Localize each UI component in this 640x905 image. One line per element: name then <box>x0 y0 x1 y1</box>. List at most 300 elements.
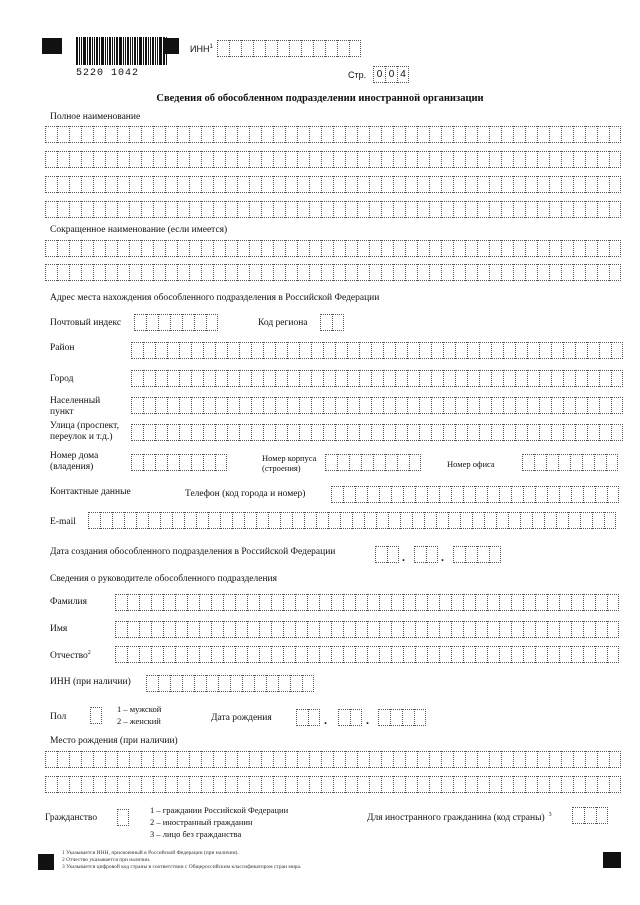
input-cell[interactable] <box>405 201 417 218</box>
input-cell[interactable] <box>379 646 391 663</box>
input-cell[interactable] <box>477 264 489 281</box>
input-cell[interactable] <box>489 176 501 193</box>
input-cell[interactable] <box>359 424 371 441</box>
input-cell[interactable] <box>511 646 523 663</box>
input-cell[interactable] <box>467 424 479 441</box>
input-cell[interactable] <box>609 776 621 793</box>
input-cell[interactable] <box>573 264 585 281</box>
input-cell[interactable] <box>453 546 465 563</box>
input-cell[interactable] <box>381 240 393 257</box>
input-cell[interactable] <box>263 397 275 414</box>
input-cell[interactable] <box>153 240 165 257</box>
input-cell[interactable] <box>131 424 143 441</box>
input-cell[interactable] <box>357 151 369 168</box>
input-cell[interactable] <box>165 751 177 768</box>
input-cell[interactable] <box>141 176 153 193</box>
input-cell[interactable] <box>215 370 227 387</box>
input-cell[interactable] <box>313 40 325 57</box>
input-cell[interactable] <box>587 424 599 441</box>
input-cell[interactable] <box>335 342 347 359</box>
input-cell[interactable] <box>297 151 309 168</box>
input-cell[interactable] <box>369 751 381 768</box>
input-cell[interactable] <box>275 397 287 414</box>
input-cell[interactable] <box>597 151 609 168</box>
input-cell[interactable] <box>424 512 436 529</box>
input-cell[interactable] <box>295 621 307 638</box>
input-cell[interactable] <box>561 264 573 281</box>
input-cell[interactable] <box>112 512 124 529</box>
input-cell[interactable] <box>467 397 479 414</box>
input-cell[interactable] <box>309 264 321 281</box>
input-cell[interactable] <box>307 621 319 638</box>
input-cell[interactable] <box>189 201 201 218</box>
input-cell[interactable] <box>371 397 383 414</box>
input-cell[interactable] <box>403 646 415 663</box>
input-cell[interactable] <box>520 512 532 529</box>
input-cell[interactable] <box>69 776 81 793</box>
input-cell[interactable] <box>88 512 100 529</box>
input-cell[interactable] <box>143 370 155 387</box>
input-cell[interactable] <box>585 776 597 793</box>
input-cell[interactable] <box>412 512 424 529</box>
input-cell[interactable] <box>333 776 345 793</box>
input-cell[interactable] <box>525 126 537 143</box>
input-cell[interactable] <box>57 176 69 193</box>
input-cell[interactable] <box>595 486 607 503</box>
input-cell[interactable] <box>337 40 349 57</box>
input-cell[interactable] <box>167 424 179 441</box>
input-cell[interactable] <box>415 621 427 638</box>
input-cell[interactable] <box>405 776 417 793</box>
input-cell[interactable] <box>369 176 381 193</box>
input-cell[interactable] <box>309 751 321 768</box>
input-cell[interactable] <box>297 776 309 793</box>
input-cell[interactable] <box>227 342 239 359</box>
input-cell[interactable] <box>573 176 585 193</box>
input-cell[interactable] <box>475 621 487 638</box>
input-cell[interactable] <box>237 176 249 193</box>
input-cell[interactable] <box>129 201 141 218</box>
short-name-row-2[interactable] <box>45 264 621 281</box>
input-cell[interactable] <box>261 776 273 793</box>
input-cell[interactable] <box>45 151 57 168</box>
input-cell[interactable] <box>213 240 225 257</box>
input-cell[interactable] <box>472 512 484 529</box>
input-cell[interactable] <box>213 264 225 281</box>
input-cell[interactable] <box>453 126 465 143</box>
input-cell[interactable] <box>443 370 455 387</box>
input-cell[interactable] <box>256 512 268 529</box>
input-cell[interactable] <box>285 126 297 143</box>
input-cell[interactable] <box>551 370 563 387</box>
input-cell[interactable] <box>244 512 256 529</box>
input-cell[interactable] <box>189 264 201 281</box>
input-cell[interactable] <box>407 342 419 359</box>
input-cell[interactable] <box>153 151 165 168</box>
input-cell[interactable] <box>523 621 535 638</box>
input-cell[interactable] <box>158 675 170 692</box>
input-cell[interactable] <box>179 424 191 441</box>
input-cell[interactable] <box>539 342 551 359</box>
input-cell[interactable] <box>117 176 129 193</box>
input-cell[interactable] <box>465 776 477 793</box>
input-cell[interactable] <box>419 370 431 387</box>
input-cell[interactable] <box>501 176 513 193</box>
input-cell[interactable] <box>489 546 501 563</box>
input-cell[interactable] <box>225 176 237 193</box>
input-cell[interactable] <box>583 486 595 503</box>
building-cells[interactable] <box>325 454 421 471</box>
input-cell[interactable] <box>573 126 585 143</box>
input-cell[interactable] <box>347 397 359 414</box>
input-cell[interactable] <box>561 201 573 218</box>
input-cell[interactable] <box>93 126 105 143</box>
input-cell[interactable] <box>187 621 199 638</box>
input-cell[interactable] <box>441 776 453 793</box>
input-cell[interactable] <box>307 646 319 663</box>
input-cell[interactable] <box>549 264 561 281</box>
input-cell[interactable] <box>503 424 515 441</box>
input-cell[interactable] <box>609 176 621 193</box>
input-cell[interactable] <box>551 342 563 359</box>
input-cell[interactable] <box>241 40 253 57</box>
input-cell[interactable] <box>463 486 475 503</box>
input-cell[interactable] <box>105 240 117 257</box>
patronymic-cells[interactable] <box>115 646 619 663</box>
input-cell[interactable] <box>417 126 429 143</box>
input-cell[interactable] <box>175 621 187 638</box>
input-cell[interactable] <box>189 776 201 793</box>
input-cell[interactable] <box>508 512 520 529</box>
input-cell[interactable] <box>172 512 184 529</box>
input-cell[interactable] <box>455 424 467 441</box>
input-cell[interactable] <box>549 240 561 257</box>
input-cell[interactable] <box>309 240 321 257</box>
input-cell[interactable] <box>285 176 297 193</box>
input-cell[interactable] <box>182 314 194 331</box>
input-cell[interactable] <box>403 621 415 638</box>
input-cell[interactable] <box>391 594 403 611</box>
input-cell[interactable] <box>388 512 400 529</box>
input-cell[interactable] <box>237 240 249 257</box>
input-cell[interactable] <box>477 151 489 168</box>
input-cell[interactable] <box>393 240 405 257</box>
input-cell[interactable] <box>247 594 259 611</box>
input-cell[interactable] <box>105 126 117 143</box>
input-cell[interactable] <box>427 594 439 611</box>
input-cell[interactable] <box>143 424 155 441</box>
input-cell[interactable] <box>487 646 499 663</box>
input-cell[interactable] <box>479 424 491 441</box>
input-cell[interactable] <box>367 486 379 503</box>
birth-date-year[interactable] <box>378 709 426 726</box>
input-cell[interactable] <box>441 176 453 193</box>
input-cell[interactable] <box>261 126 273 143</box>
input-cell[interactable] <box>523 486 535 503</box>
input-cell[interactable] <box>499 646 511 663</box>
input-cell[interactable] <box>167 397 179 414</box>
input-cell[interactable] <box>477 240 489 257</box>
creation-date-day[interactable] <box>375 546 399 563</box>
input-cell[interactable] <box>242 675 254 692</box>
input-cell[interactable] <box>419 342 431 359</box>
input-cell[interactable] <box>213 151 225 168</box>
input-cell[interactable] <box>81 751 93 768</box>
input-cell[interactable] <box>427 486 439 503</box>
input-cell[interactable] <box>307 594 319 611</box>
surname-cells[interactable] <box>115 594 619 611</box>
input-cell[interactable] <box>249 751 261 768</box>
input-cell[interactable] <box>283 621 295 638</box>
input-cell[interactable] <box>299 370 311 387</box>
input-cell[interactable] <box>275 424 287 441</box>
input-cell[interactable] <box>439 594 451 611</box>
input-cell[interactable] <box>535 646 547 663</box>
input-cell[interactable] <box>570 454 582 471</box>
input-cell[interactable] <box>225 776 237 793</box>
input-cell[interactable] <box>93 151 105 168</box>
input-cell[interactable] <box>511 621 523 638</box>
input-cell[interactable] <box>395 397 407 414</box>
input-cell[interactable] <box>489 264 501 281</box>
input-cell[interactable] <box>385 454 397 471</box>
input-cell[interactable] <box>429 151 441 168</box>
input-cell[interactable] <box>311 370 323 387</box>
input-cell[interactable] <box>131 454 143 471</box>
input-cell[interactable] <box>563 342 575 359</box>
input-cell[interactable] <box>225 126 237 143</box>
input-cell[interactable] <box>609 151 621 168</box>
input-cell[interactable] <box>273 151 285 168</box>
input-cell[interactable] <box>189 240 201 257</box>
input-cell[interactable] <box>227 397 239 414</box>
input-cell[interactable] <box>417 240 429 257</box>
input-cell[interactable] <box>100 512 112 529</box>
input-cell[interactable] <box>280 512 292 529</box>
input-cell[interactable] <box>117 126 129 143</box>
input-cell[interactable] <box>127 621 139 638</box>
input-cell[interactable] <box>597 176 609 193</box>
input-cell[interactable] <box>261 240 273 257</box>
input-cell[interactable] <box>295 646 307 663</box>
input-cell[interactable] <box>539 370 551 387</box>
input-cell[interactable] <box>251 424 263 441</box>
input-cell[interactable] <box>587 342 599 359</box>
input-cell[interactable] <box>477 776 489 793</box>
input-cell[interactable] <box>491 370 503 387</box>
input-cell[interactable] <box>253 40 265 57</box>
input-cell[interactable] <box>285 264 297 281</box>
input-cell[interactable] <box>321 126 333 143</box>
input-cell[interactable] <box>604 512 616 529</box>
input-cell[interactable] <box>513 151 525 168</box>
input-cell[interactable] <box>299 342 311 359</box>
input-cell[interactable] <box>177 176 189 193</box>
input-cell[interactable] <box>249 126 261 143</box>
input-cell[interactable] <box>575 424 587 441</box>
input-cell[interactable] <box>568 512 580 529</box>
input-cell[interactable] <box>503 370 515 387</box>
input-cell[interactable] <box>220 512 232 529</box>
input-cell[interactable] <box>201 201 213 218</box>
input-cell[interactable] <box>321 201 333 218</box>
input-cell[interactable] <box>225 151 237 168</box>
input-cell[interactable] <box>155 424 167 441</box>
input-cell[interactable] <box>213 201 225 218</box>
input-cell[interactable] <box>151 646 163 663</box>
input-cell[interactable] <box>465 264 477 281</box>
input-cell[interactable] <box>597 751 609 768</box>
input-cell[interactable] <box>249 151 261 168</box>
input-cell[interactable] <box>333 264 345 281</box>
input-cell[interactable] <box>273 776 285 793</box>
input-cell[interactable] <box>357 126 369 143</box>
input-cell[interactable] <box>350 709 362 726</box>
input-cell[interactable] <box>427 621 439 638</box>
input-cell[interactable] <box>525 751 537 768</box>
input-cell[interactable] <box>129 151 141 168</box>
input-cell[interactable] <box>57 751 69 768</box>
input-cell[interactable] <box>194 675 206 692</box>
input-cell[interactable] <box>69 201 81 218</box>
input-cell[interactable] <box>491 342 503 359</box>
input-cell[interactable] <box>448 512 460 529</box>
input-cell[interactable] <box>177 776 189 793</box>
email-cells[interactable] <box>88 512 616 529</box>
input-cell[interactable] <box>225 751 237 768</box>
input-cell[interactable] <box>321 151 333 168</box>
input-cell[interactable] <box>417 751 429 768</box>
input-cell[interactable] <box>309 151 321 168</box>
input-cell[interactable] <box>559 594 571 611</box>
input-cell[interactable] <box>393 126 405 143</box>
input-cell[interactable] <box>561 751 573 768</box>
input-cell[interactable] <box>403 594 415 611</box>
input-cell[interactable] <box>537 151 549 168</box>
input-cell[interactable] <box>345 151 357 168</box>
input-cell[interactable] <box>141 751 153 768</box>
input-cell[interactable] <box>215 454 227 471</box>
input-cell[interactable] <box>333 126 345 143</box>
input-cell[interactable] <box>129 751 141 768</box>
creation-date-month[interactable] <box>414 546 438 563</box>
input-cell[interactable] <box>407 370 419 387</box>
input-cell[interactable] <box>381 776 393 793</box>
input-cell[interactable] <box>441 264 453 281</box>
input-cell[interactable] <box>177 201 189 218</box>
input-cell[interactable] <box>609 126 621 143</box>
input-cell[interactable] <box>575 342 587 359</box>
input-cell[interactable] <box>311 397 323 414</box>
input-cell[interactable] <box>525 240 537 257</box>
input-cell[interactable] <box>335 397 347 414</box>
input-cell[interactable] <box>357 240 369 257</box>
input-cell[interactable] <box>227 370 239 387</box>
input-cell[interactable] <box>105 151 117 168</box>
input-cell[interactable] <box>232 512 244 529</box>
input-cell[interactable] <box>487 486 499 503</box>
input-cell[interactable] <box>321 176 333 193</box>
full-name-row-4[interactable] <box>45 201 621 218</box>
input-cell[interactable] <box>343 486 355 503</box>
foreign-country-code-cells[interactable] <box>572 807 608 824</box>
input-cell[interactable] <box>296 709 308 726</box>
input-cell[interactable] <box>429 176 441 193</box>
input-cell[interactable] <box>455 397 467 414</box>
input-cell[interactable] <box>343 594 355 611</box>
input-cell[interactable] <box>475 594 487 611</box>
input-cell[interactable] <box>465 176 477 193</box>
input-cell[interactable] <box>249 264 261 281</box>
input-cell[interactable] <box>405 264 417 281</box>
input-cell[interactable] <box>431 397 443 414</box>
input-cell[interactable] <box>419 424 431 441</box>
input-cell[interactable] <box>325 40 337 57</box>
input-cell[interactable] <box>465 240 477 257</box>
input-cell[interactable] <box>571 594 583 611</box>
input-cell[interactable] <box>499 621 511 638</box>
input-cell[interactable] <box>345 751 357 768</box>
input-cell[interactable] <box>273 240 285 257</box>
input-cell[interactable] <box>251 397 263 414</box>
input-cell[interactable] <box>273 201 285 218</box>
input-cell[interactable] <box>261 201 273 218</box>
input-cell[interactable] <box>383 370 395 387</box>
input-cell[interactable] <box>345 201 357 218</box>
input-cell[interactable] <box>415 646 427 663</box>
input-cell[interactable] <box>453 751 465 768</box>
input-cell[interactable] <box>347 370 359 387</box>
input-cell[interactable] <box>592 512 604 529</box>
input-cell[interactable] <box>501 264 513 281</box>
input-cell[interactable] <box>405 151 417 168</box>
input-cell[interactable] <box>611 397 623 414</box>
input-cell[interactable] <box>335 424 347 441</box>
input-cell[interactable] <box>513 751 525 768</box>
input-cell[interactable] <box>431 342 443 359</box>
input-cell[interactable] <box>475 486 487 503</box>
input-cell[interactable] <box>45 751 57 768</box>
input-cell[interactable] <box>227 424 239 441</box>
input-cell[interactable] <box>177 751 189 768</box>
input-cell[interactable] <box>343 621 355 638</box>
input-cell[interactable] <box>522 454 534 471</box>
input-cell[interactable] <box>194 314 206 331</box>
input-cell[interactable] <box>582 454 594 471</box>
input-cell[interactable] <box>571 621 583 638</box>
input-cell[interactable] <box>333 176 345 193</box>
input-cell[interactable] <box>371 424 383 441</box>
input-cell[interactable] <box>259 594 271 611</box>
input-cell[interactable] <box>165 264 177 281</box>
input-cell[interactable] <box>117 240 129 257</box>
input-cell[interactable] <box>426 546 438 563</box>
input-cell[interactable] <box>405 126 417 143</box>
input-cell[interactable] <box>57 240 69 257</box>
input-cell[interactable] <box>201 751 213 768</box>
input-cell[interactable] <box>527 370 539 387</box>
input-cell[interactable] <box>273 176 285 193</box>
input-cell[interactable] <box>371 370 383 387</box>
input-cell[interactable] <box>117 809 129 826</box>
input-cell[interactable] <box>301 40 313 57</box>
input-cell[interactable] <box>609 751 621 768</box>
input-cell[interactable] <box>395 424 407 441</box>
input-cell[interactable] <box>129 126 141 143</box>
input-cell[interactable] <box>285 240 297 257</box>
input-cell[interactable] <box>201 264 213 281</box>
input-cell[interactable] <box>405 176 417 193</box>
